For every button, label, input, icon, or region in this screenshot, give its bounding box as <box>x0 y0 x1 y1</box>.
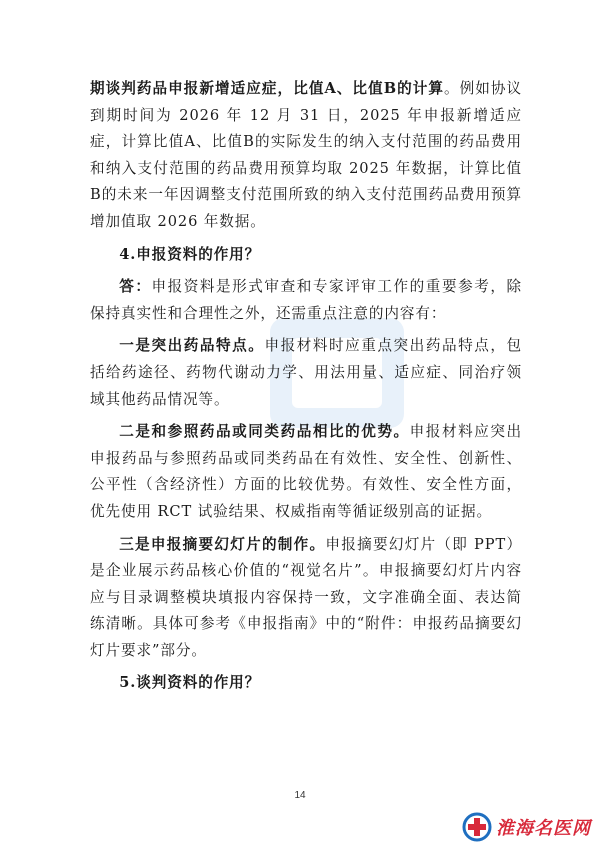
paragraph-point-3 <box>90 532 522 665</box>
medical-cross-icon <box>462 812 492 842</box>
answer-label: 答： <box>119 278 152 296</box>
paragraph-point-1 <box>90 333 522 413</box>
site-logo <box>462 812 591 842</box>
paragraph-ratio-calc <box>90 76 522 236</box>
document-body <box>90 76 522 697</box>
point-heading: 一是突出药品特点。 <box>119 337 265 355</box>
paragraph-text: 申报摘要幻灯片（即 PPT）是企业展示药品核心价值的“视觉名片”。申报摘要幻灯片内容应与目录调整模块填报内容保持一致，文字准确全面、表达简练清晰。具体可参考《申报指南》中的“附件：申报药品摘要幻灯片要求”部分。 <box>90 535 522 659</box>
paragraph-text: 申报材料应突出申报药品与参照药品或同类药品在有效性、安全性、创新性、公平性（含经济性）方面的比较优势。有效性、安全性方面，优先使用 RCT 试验结果、权威指南等循证级别高的证据。 <box>90 423 522 520</box>
point-heading: 二是和参照药品或同类药品相比的优势。 <box>119 423 410 441</box>
page-number: 14 <box>294 790 306 801</box>
paragraph-point-2 <box>90 419 522 525</box>
logo-text: 淮海名医网 <box>496 818 591 839</box>
section-heading-text: 4.申报资料的作用？ <box>119 245 261 263</box>
paragraph-text: 申报资料是形式审查和专家评审工作的重要参考，除保持真实性和合理性之外，还需重点注意的内容有： <box>90 278 522 322</box>
paragraph-text: 申报材料时应重点突出药品特点，包括给药途径、药物代谢动力学、用法用量、适应症、同治疗领域其他药品情况等。 <box>90 337 522 408</box>
section-heading-4 <box>90 242 522 269</box>
paragraph-text: 。例如协议到期时间为 2026 年 12 月 31 日，2025 年申报新增适应症，计算比值A、比值B的实际发生的纳入支付范围的药品费用和纳入支付范围的药品费用预算均取 2025 年数据，计算比值B的未来一年因调整支付范围所致的纳入支付范围药品费用预算增加值取 2026 年数据。 <box>90 80 522 230</box>
paragraph-answer <box>90 274 522 327</box>
paragraph-heading: 期谈判药品申报新增适应症，比值A、比值B的计算 <box>90 80 444 97</box>
section-heading-5 <box>90 670 522 697</box>
point-heading: 三是申报摘要幻灯片的制作。 <box>119 535 326 553</box>
section-heading-text: 5.谈判资料的作用？ <box>119 674 261 692</box>
